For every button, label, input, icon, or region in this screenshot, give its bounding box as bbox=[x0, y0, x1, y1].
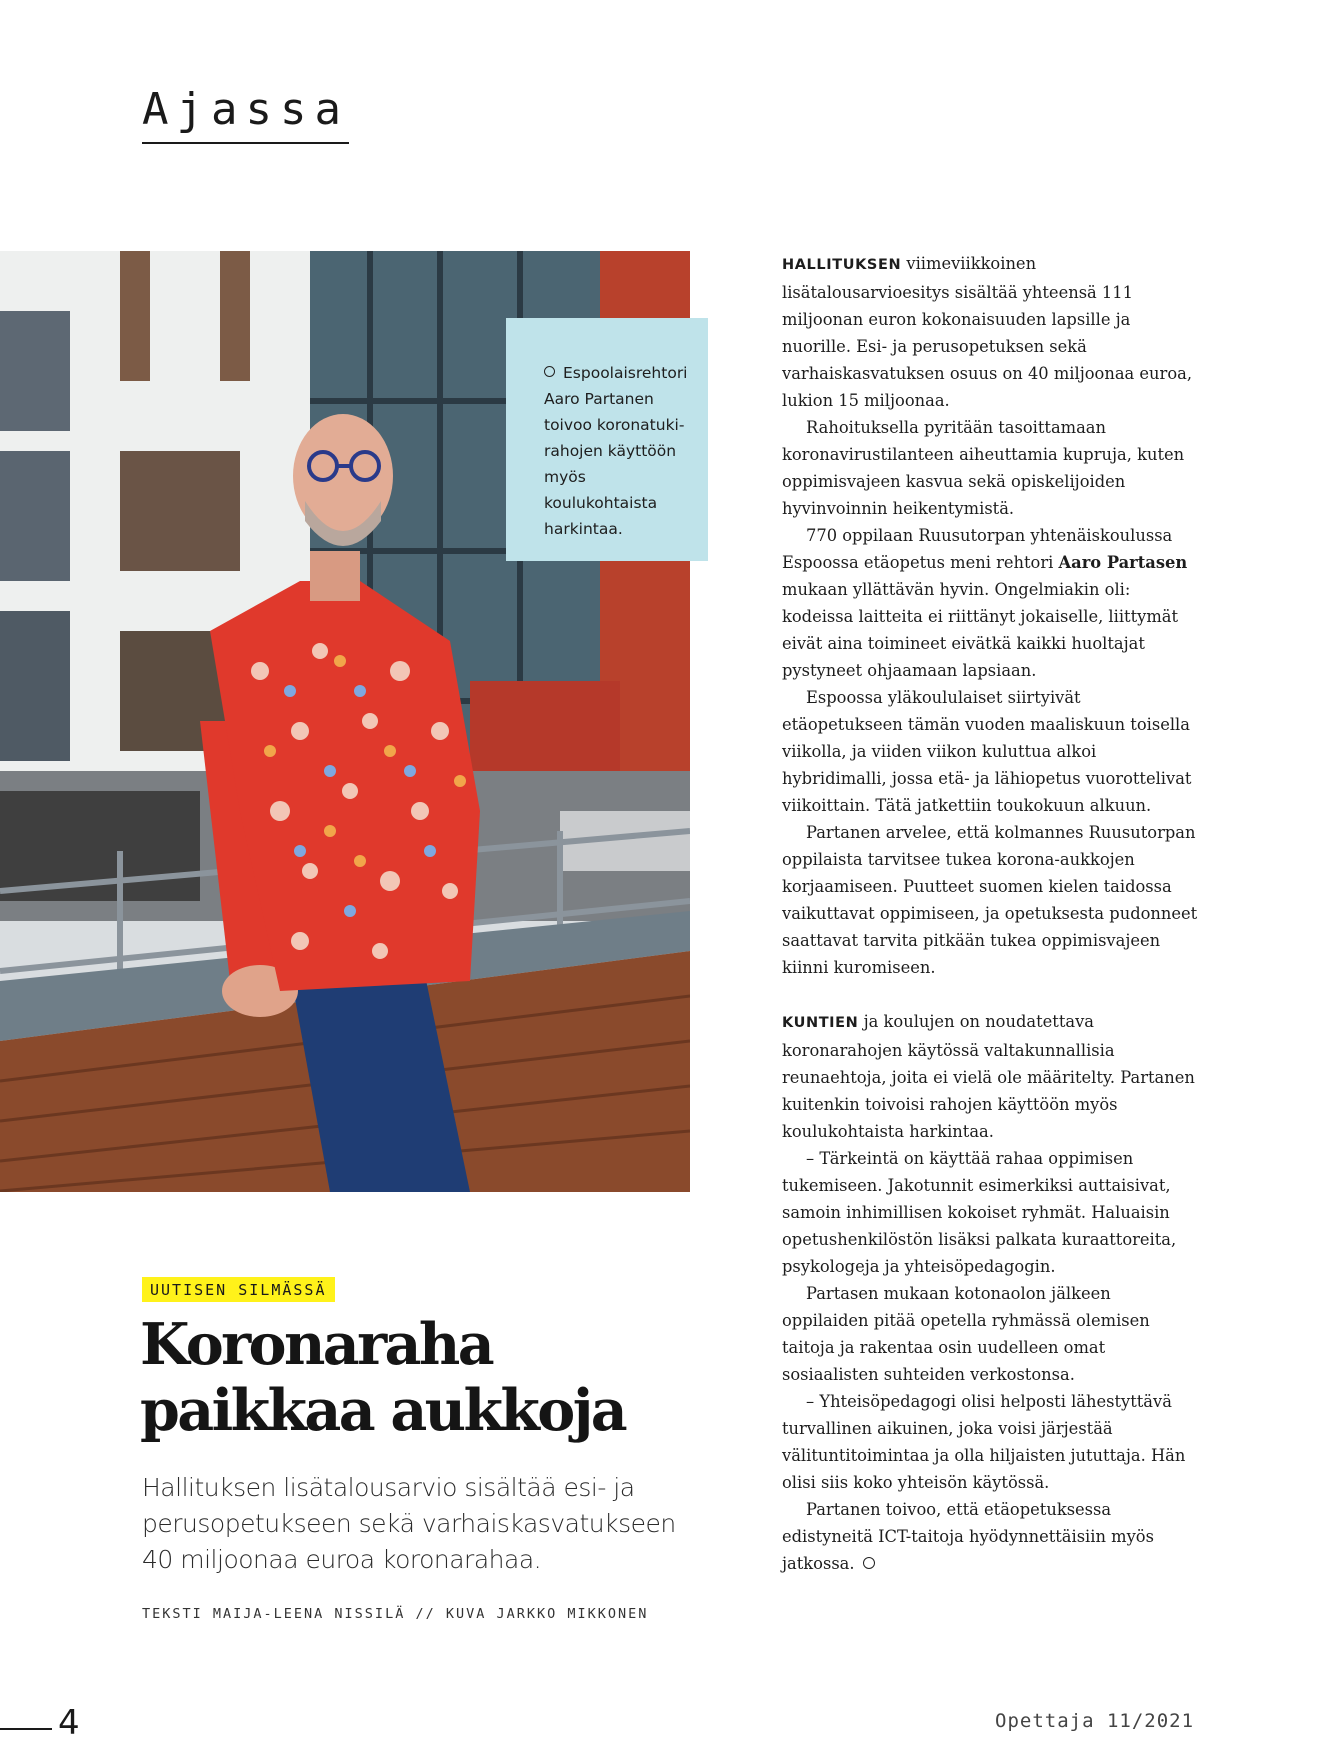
caption-bullet-icon bbox=[544, 366, 555, 377]
article-body bbox=[782, 250, 1202, 1577]
headline-line: paikkaa aukkoja bbox=[140, 1377, 626, 1444]
lede-line: Hallituksen lisätalousarvio sisältää esi- ja bbox=[142, 1473, 635, 1502]
headline-line: Koronaraha bbox=[140, 1311, 493, 1378]
paragraph-text: mukaan yllättävän hyvin. Ongelmiakin oli: kodeissa laitteita ei riittänyt jokaiselle, liittymät eivät aina toimineet eivätkä kaikki huoltajat pystyneet ohjaamaan lapsiaan. bbox=[782, 580, 1179, 680]
paragraph: – Yhteisöpedagogi olisi helposti lähestyttävä turvallinen aikuinen, joka voisi järjestää välituntitoimintaa ja olla hiljaisten jututtaja. Hän olisi siis koko yhteisön käytössä. bbox=[782, 1392, 1186, 1492]
paragraph: – Tärkeintä on käyttää rahaa oppimisen tukemiseen. Jakotunnit esimerkiksi auttaisivat, samoin inhimillisen kokoiset ryhmät. Haluaisin opetushenkilöstön lisäksi palkata kuraattoreita, psykologeja ja yhteisöpedagogin. bbox=[782, 1149, 1177, 1276]
paragraph bbox=[782, 1008, 1202, 1145]
end-mark-icon bbox=[863, 1557, 875, 1569]
lede-line: perusopetukseen sekä varhaiskasvatukseen bbox=[142, 1509, 676, 1538]
paragraph: Rahoituksella pyritään tasoittamaan koronavirustilanteen aiheuttamia kupruja, kuten oppimisvajeen kasvua sekä opiskelijoiden hyvinvoinnin heikentymistä. bbox=[782, 418, 1185, 518]
paragraph: Partanen arvelee, että kolmannes Ruusutorpan oppilaista tarvitsee tukea korona-aukkojen korjaamiseen. Puutteet suomen kielen taidossa vaikuttavat oppimiseen, ja opetuksesta pudonneet saattavat tarvita pitkään tukea oppimisvajeen kiinni kuromiseen. bbox=[782, 823, 1198, 977]
caption-line: Espoolaisrehtori bbox=[563, 364, 688, 382]
lede-line: 40 miljoonaa euroa koronarahaa. bbox=[142, 1545, 542, 1574]
caption-line: rahojen käyttöön bbox=[544, 442, 677, 460]
lead-in: KUNTIEN bbox=[782, 1015, 859, 1031]
caption-line: myös koulukohtaista bbox=[544, 468, 658, 512]
paragraph-text: Partanen toivoo, että etäopetuksessa edistyneitä ICT-taitoja hyödynnettäisiin myös jatkossa. bbox=[782, 1500, 1154, 1573]
news-tag: UUTISEN SILMÄSSÄ bbox=[142, 1277, 335, 1302]
caption-line: harkintaa. bbox=[544, 520, 623, 538]
photo-caption bbox=[506, 318, 708, 561]
page-number: 4 bbox=[58, 1703, 80, 1743]
section-heading: Ajassa bbox=[142, 88, 349, 144]
footer-rule bbox=[0, 1728, 52, 1730]
paragraph-text: ja koulujen on noudatettava koronarahojen käytössä valtakunnallisia reunaehtoja, joita ei vielä ole määritelty. Partanen kuitenkin toivoisi rahojen käyttöön myös koulukohtaista harkintaa. bbox=[782, 1012, 1195, 1141]
paragraph-text: 770 oppilaan Ruusutorpan yhtenäiskoulussa Espoossa etäopetus meni rehtori bbox=[782, 526, 1173, 572]
byline: TEKSTI MAIJA-LEENA NISSILÄ // KUVA JARKKO MIKKONEN bbox=[142, 1606, 649, 1622]
paragraph bbox=[782, 1496, 1202, 1577]
lead-in: HALLITUKSEN bbox=[782, 257, 902, 273]
paragraph-text: viimeviikkoinen lisätalousarvioesitys sisältää yhteensä 111 miljoonan euron kokonaisuuden lapsille ja nuorille. Esi- ja perusopetuksen sekä varhaiskasvatuksen osuus on 40 miljoonaa euroa, lukion 15 miljoonaa. bbox=[782, 254, 1193, 410]
magazine-issue: Opettaja 11/2021 bbox=[995, 1710, 1195, 1732]
paragraph: Partasen mukaan kotonaolon jälkeen oppilaiden pitää opetella ryhmässä olemisen taitoja ja rakentaa osin uudelleen omat sosiaalisten suhteiden verkostonsa. bbox=[782, 1284, 1150, 1384]
caption-line: Aaro Partanen bbox=[544, 390, 654, 408]
paragraph: Espoossa yläkoululaiset siirtyivät etäopetukseen tämän vuoden maaliskuun toisella viikolla, ja viiden viikon kuluttua alkoi hybridimalli, jossa etä- ja lähiopetus vuorottelivat viikoittain. Tätä jatkettiin toukokuun alkuun. bbox=[782, 688, 1192, 815]
person-name: Aaro Partasen bbox=[1058, 553, 1188, 572]
paragraph bbox=[782, 522, 1202, 684]
caption-line: toivoo koronatuki- bbox=[544, 416, 685, 434]
lede bbox=[142, 1470, 682, 1578]
paragraph bbox=[782, 250, 1202, 414]
headline bbox=[140, 1312, 700, 1444]
